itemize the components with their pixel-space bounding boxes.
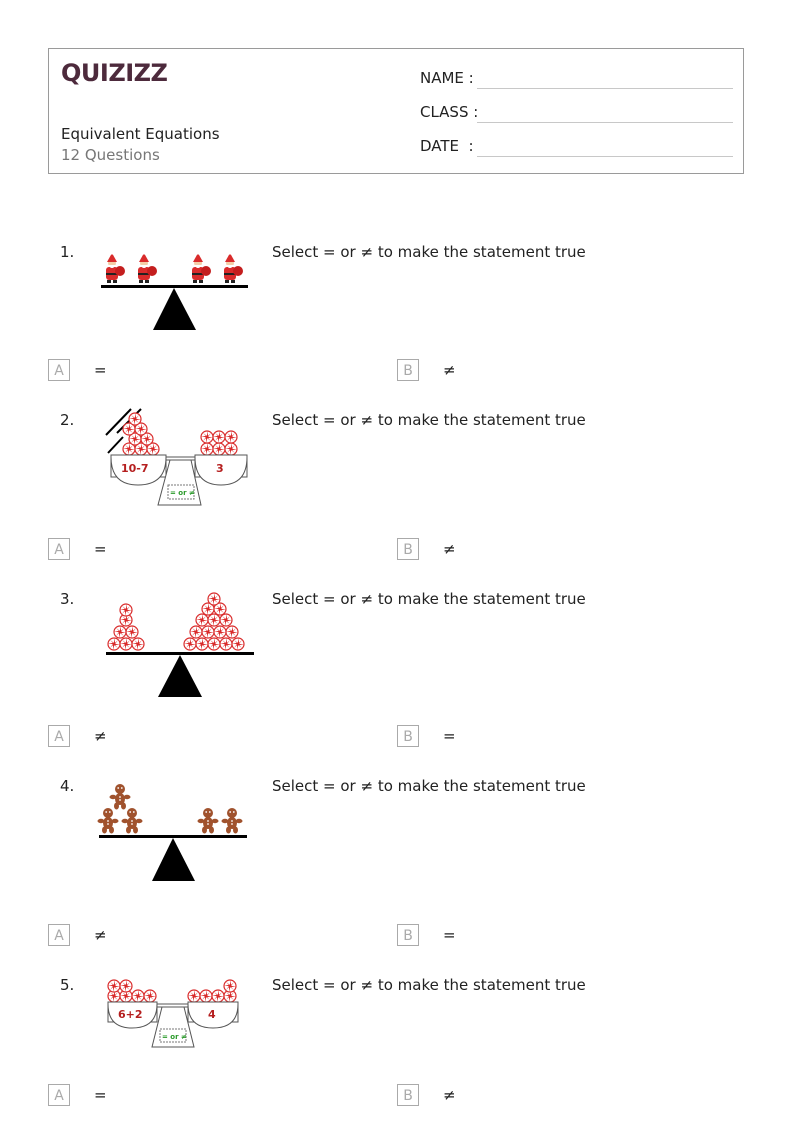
class-line[interactable] [477, 122, 733, 123]
question-text: Select = or ≠ to make the statement true [272, 976, 586, 994]
question-number: 5. [60, 976, 75, 994]
name-line[interactable] [477, 88, 733, 89]
left-pan-label: 10-7 [121, 462, 149, 475]
question-number: 4. [60, 777, 75, 795]
option-value: ≠ [94, 926, 107, 944]
quizizz-logo: QUIZIZZ [61, 59, 168, 87]
question-number: 3. [60, 590, 75, 608]
balance-mints-image [102, 976, 244, 1054]
option-value: = [443, 727, 456, 745]
question-text: Select = or ≠ to make the statement true [272, 243, 586, 261]
seesaw-santas-image [98, 245, 254, 335]
center-label: = or ≠ [162, 1033, 187, 1041]
option-letter: A [48, 725, 70, 747]
option-letter: B [397, 538, 419, 560]
question-text: Select = or ≠ to make the statement true [272, 777, 586, 795]
name-label: NAME : [420, 69, 474, 87]
class-field[interactable] [420, 101, 733, 123]
option-letter: A [48, 924, 70, 946]
center-label: = or ≠ [170, 489, 195, 497]
question-count: 12 Questions [61, 146, 160, 164]
right-pan-label: 3 [216, 462, 224, 475]
option-value: ≠ [94, 727, 107, 745]
seesaw-mints-image [103, 590, 259, 700]
worksheet-header [48, 48, 744, 174]
seesaw-gingerbread-image [96, 779, 252, 885]
option-value: ≠ [443, 1086, 456, 1104]
option-value: = [443, 926, 456, 944]
option-letter: A [48, 538, 70, 560]
date-line[interactable] [477, 156, 733, 157]
option-value: = [94, 1086, 107, 1104]
option-letter: B [397, 924, 419, 946]
option-letter: B [397, 359, 419, 381]
question-text: Select = or ≠ to make the statement true [272, 590, 586, 608]
option-value: ≠ [443, 540, 456, 558]
worksheet-title: Equivalent Equations [61, 125, 220, 143]
option-letter: A [48, 359, 70, 381]
option-value: = [94, 540, 107, 558]
question-number: 1. [60, 243, 75, 261]
option-value: ≠ [443, 361, 456, 379]
question-text: Select = or ≠ to make the statement true [272, 411, 586, 429]
balance-mints-image [103, 407, 253, 511]
class-label: CLASS : [420, 103, 479, 121]
option-letter: B [397, 725, 419, 747]
date-field[interactable] [420, 135, 733, 157]
left-pan-label: 6+2 [118, 1008, 143, 1021]
right-pan-label: 4 [208, 1008, 216, 1021]
date-label: DATE : [420, 137, 474, 155]
question-number: 2. [60, 411, 75, 429]
option-letter: A [48, 1084, 70, 1106]
option-letter: B [397, 1084, 419, 1106]
option-value: = [94, 361, 107, 379]
name-field[interactable] [420, 67, 733, 89]
